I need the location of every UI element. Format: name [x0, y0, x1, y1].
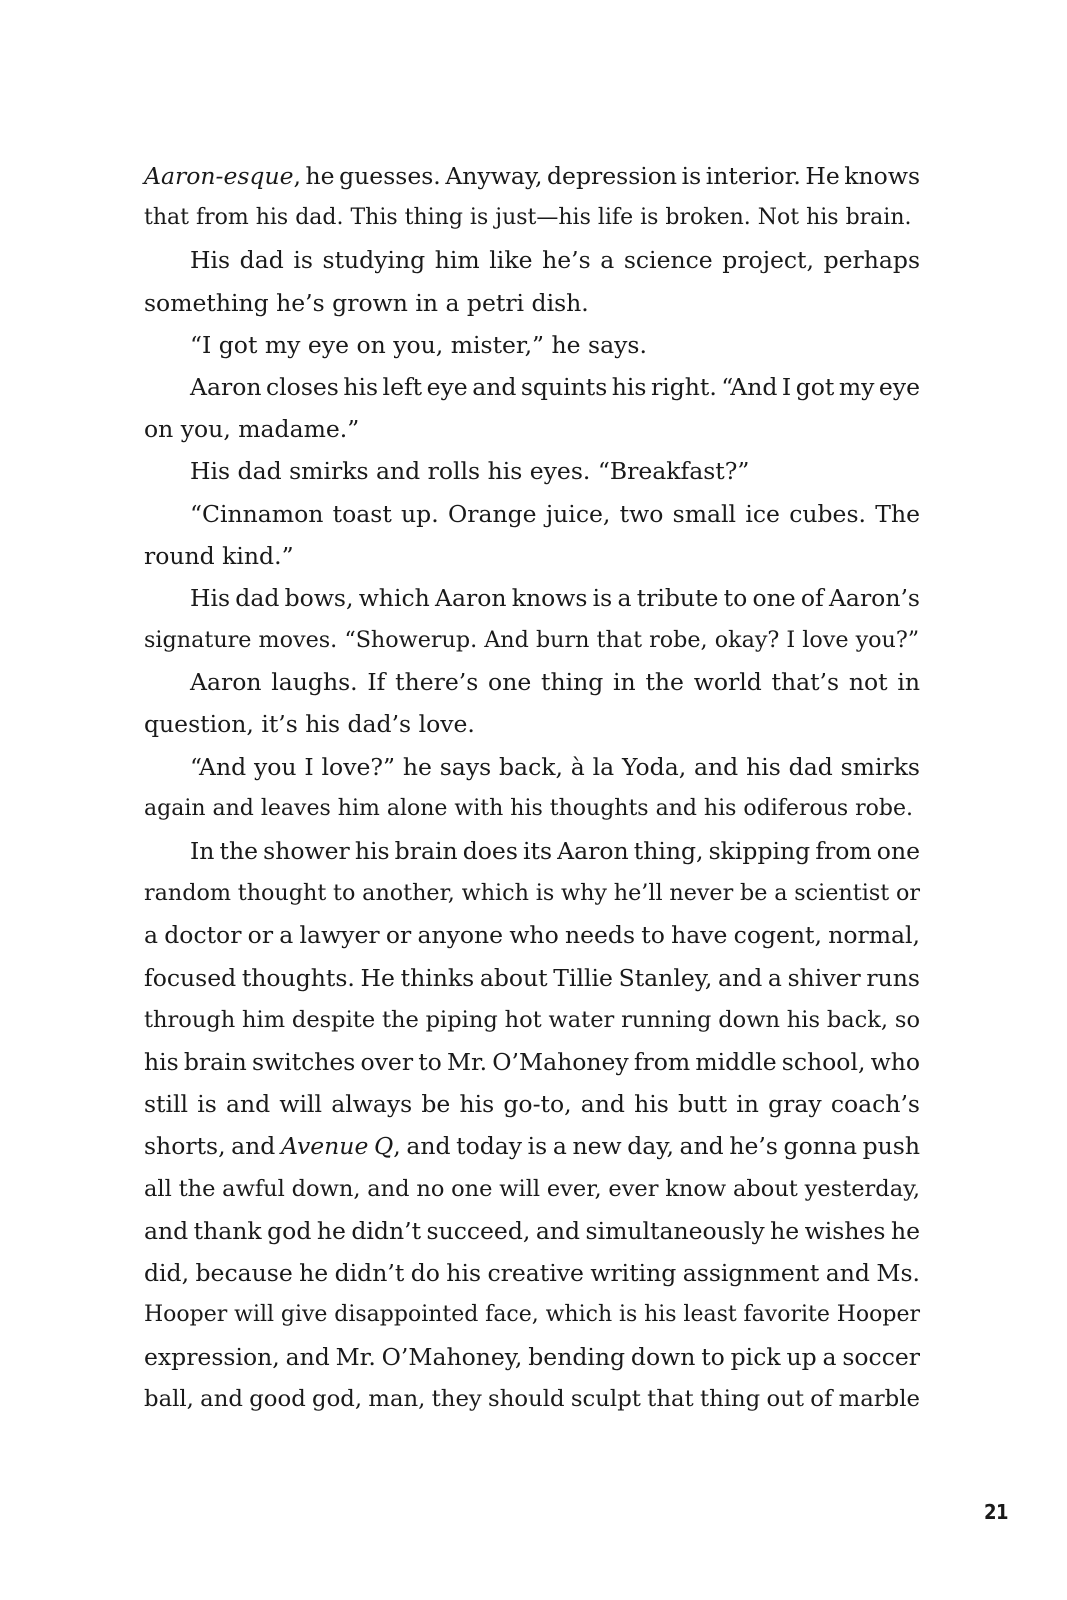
- text-line: [144, 661, 920, 703]
- text-segment: “Cinnamon toast up. Orange juice, two small ice cubes. The: [190, 499, 920, 528]
- text-segment: shorts, and: [144, 1132, 281, 1161]
- text-segment: signature moves. “Showerup. And burn that robe, okay? I love you?”: [144, 627, 920, 654]
- body-text: [144, 155, 920, 1421]
- italic-text: Avenue Q: [280, 1132, 394, 1161]
- text-segment: all the awful down, and no one will ever, ever know about yesterday,: [144, 1175, 920, 1202]
- text-line: [144, 619, 920, 661]
- text-segment: again and leaves him alone with his thoughts and his odiferous robe.: [144, 795, 914, 821]
- text-segment: , and today is a new day, and he’s gonna push: [393, 1132, 920, 1161]
- italic-text: Aaron-esque: [144, 162, 294, 190]
- text-line: [144, 1041, 920, 1083]
- text-segment: ball, and good god, man, they should sculpt that thing out of marble: [144, 1386, 920, 1413]
- text-segment: “I got my eye on you, mister,” he says.: [190, 330, 647, 359]
- text-line: [144, 746, 920, 788]
- text-line: [144, 1294, 920, 1336]
- text-segment: round kind.”: [144, 541, 294, 570]
- text-segment: still is and will always be his go-to, and his butt in gray coach’s: [144, 1090, 920, 1119]
- text-line: [144, 493, 920, 535]
- text-line: [144, 366, 920, 408]
- text-line: [144, 788, 920, 830]
- text-segment: His dad is studying him like he’s a science project, perhaps: [190, 246, 920, 275]
- text-line: [144, 197, 920, 239]
- text-line: [144, 450, 920, 492]
- text-segment: focused thoughts. He thinks about Tillie Stanley, and a shiver runs: [144, 963, 920, 992]
- text-segment: on you, madame.”: [144, 415, 360, 444]
- text-line: [144, 282, 920, 324]
- text-line: [144, 155, 920, 197]
- text-segment: Aaron closes his left eye and squints his right. “And I got my eye: [190, 372, 920, 401]
- text-line: [144, 999, 920, 1041]
- text-line: [144, 703, 920, 745]
- text-line: [144, 872, 920, 914]
- text-segment: and thank god he didn’t succeed, and simultaneously he wishes he: [144, 1216, 920, 1245]
- text-segment: , he guesses. Anyway, depression is interior. He knows: [293, 162, 920, 190]
- text-segment: his brain switches over to Mr. O’Mahoney from middle school, who: [144, 1047, 920, 1076]
- text-segment: In the shower his brain does its Aaron thing, skipping from one: [190, 837, 920, 865]
- text-line: [144, 577, 920, 619]
- text-segment: through him despite the piping hot water running down his back, so: [144, 1006, 920, 1033]
- text-line: [144, 914, 920, 956]
- text-line: [144, 1168, 920, 1210]
- text-segment: expression, and Mr. O’Mahoney, bending down to pick up a soccer: [144, 1343, 920, 1372]
- text-line: [144, 1125, 920, 1167]
- text-line: [144, 1210, 920, 1252]
- text-line: [144, 408, 920, 450]
- text-segment: “And you I love?” he says back, à la Yoda, and his dad smirks: [190, 752, 920, 781]
- text-segment: did, because he didn’t do his creative writing assignment and Ms.: [144, 1258, 920, 1287]
- page-number: 21: [983, 1500, 1008, 1524]
- text-segment: that from his dad. This thing is just—his life is broken. Not his brain.: [144, 205, 912, 231]
- text-line: [144, 239, 920, 281]
- text-line: [144, 535, 920, 577]
- text-line: [144, 1378, 920, 1420]
- text-segment: His dad smirks and rolls his eyes. “Breakfast?”: [190, 457, 750, 486]
- text-segment: random thought to another, which is why he’ll never be a scientist or: [144, 880, 920, 907]
- text-segment: Hooper will give disappointed face, which is his least favorite Hooper: [144, 1302, 920, 1328]
- text-segment: question, it’s his dad’s love.: [144, 710, 475, 739]
- text-line: [144, 324, 920, 366]
- text-line: [144, 1083, 920, 1125]
- text-segment: Aaron laughs. If there’s one thing in the world that’s not in: [190, 668, 920, 697]
- text-segment: something he’s grown in a petri dish.: [144, 288, 589, 317]
- text-segment: a doctor or a lawyer or anyone who needs to have cogent, normal,: [144, 921, 920, 950]
- text-line: [144, 957, 920, 999]
- text-line: [144, 830, 920, 872]
- text-line: [144, 1336, 920, 1378]
- text-segment: His dad bows, which Aaron knows is a tribute to one of Aaron’s: [190, 583, 920, 612]
- text-line: [144, 1252, 920, 1294]
